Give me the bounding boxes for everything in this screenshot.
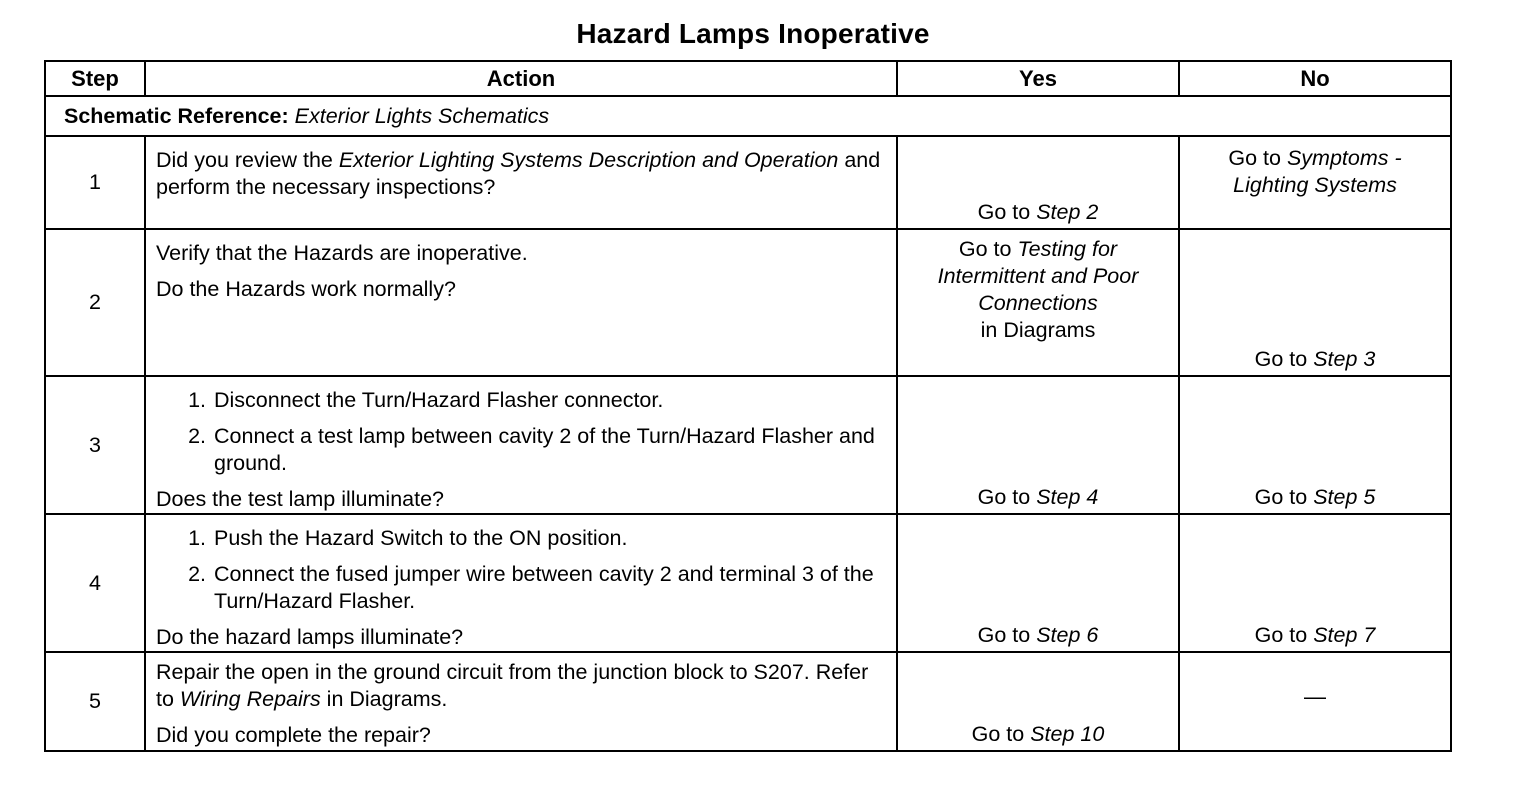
list-item: 2. Connect a test lamp between cavity 2 of the Turn/Hazard Flasher and ground. xyxy=(212,423,886,477)
action-cell xyxy=(145,229,897,376)
header-yes: Yes xyxy=(897,61,1179,96)
diagnostic-table xyxy=(44,60,1452,752)
table-row-step-4 xyxy=(45,514,1451,652)
no-cell xyxy=(1179,652,1451,751)
schematic-reference xyxy=(45,96,1451,136)
step-number: 5 xyxy=(45,652,145,751)
action-cell xyxy=(145,136,897,229)
step-number: 4 xyxy=(45,514,145,652)
action-question: Did you complete the repair? xyxy=(156,723,431,747)
table-row-step-5 xyxy=(45,652,1451,751)
action-question: Do the Hazards work normally? xyxy=(156,277,456,301)
yes-cell xyxy=(897,229,1179,376)
step-number: 3 xyxy=(45,376,145,514)
yes-action: Go to Testing for Intermittent and Poor Connections in Diagrams xyxy=(937,237,1139,342)
yes-action: Go to Step 4 xyxy=(977,485,1099,509)
no-cell xyxy=(1179,229,1451,376)
list-item: 2. Connect the fused jumper wire between cavity 2 and terminal 3 of the Turn/Hazard Flasher. xyxy=(212,561,886,615)
table-row-step-1 xyxy=(45,136,1451,229)
no-action: Go to Step 3 xyxy=(1254,347,1376,371)
header-step: Step xyxy=(45,61,145,96)
schematic-reference-label: Schematic Reference: xyxy=(64,103,289,128)
page-title: Hazard Lamps Inoperative xyxy=(576,18,930,49)
no-cell xyxy=(1179,514,1451,652)
action-text: Verify that the Hazards are inoperative. xyxy=(156,241,528,265)
list-item: 1. Push the Hazard Switch to the ON position. xyxy=(212,525,886,552)
action-steps-list xyxy=(156,387,886,477)
no-action: Go to Step 5 xyxy=(1254,485,1376,509)
table-row-step-2 xyxy=(45,229,1451,376)
action-cell xyxy=(145,376,897,514)
yes-action: Go to Step 10 xyxy=(971,722,1105,746)
step-number: 2 xyxy=(45,229,145,376)
action-steps-list xyxy=(156,525,886,615)
yes-cell xyxy=(897,376,1179,514)
action-question: Does the test lamp illuminate? xyxy=(156,487,445,511)
list-item: 1. Disconnect the Turn/Hazard Flasher connector. xyxy=(212,387,886,414)
yes-action: Go to Step 6 xyxy=(977,623,1099,647)
action-text: Did you review the Exterior Lighting Systems Description and Operation and perform the necessary inspections? xyxy=(156,148,881,199)
action-cell xyxy=(145,652,897,751)
header-no: No xyxy=(1179,61,1451,96)
action-text: Repair the open in the ground circuit from the junction block to S207. Refer to Wiring Repairs in Diagrams. xyxy=(156,660,869,711)
action-cell xyxy=(145,514,897,652)
header-action: Action xyxy=(145,61,897,96)
yes-cell xyxy=(897,514,1179,652)
header-row xyxy=(45,61,1451,96)
action-question: Do the hazard lamps illuminate? xyxy=(156,625,464,649)
no-cell xyxy=(1179,136,1451,229)
no-cell xyxy=(1179,376,1451,514)
schematic-reference-link: Exterior Lights Schematics xyxy=(294,103,550,128)
schematic-reference-row xyxy=(45,96,1451,136)
step-number: 1 xyxy=(45,136,145,229)
no-action-dash: — xyxy=(1304,684,1326,709)
no-action: Go to Symptoms - Lighting Systems xyxy=(1228,146,1402,197)
table-row-step-3 xyxy=(45,376,1451,514)
yes-cell xyxy=(897,136,1179,229)
yes-cell xyxy=(897,652,1179,751)
yes-action: Go to Step 2 xyxy=(977,200,1099,224)
no-action: Go to Step 7 xyxy=(1254,623,1376,647)
